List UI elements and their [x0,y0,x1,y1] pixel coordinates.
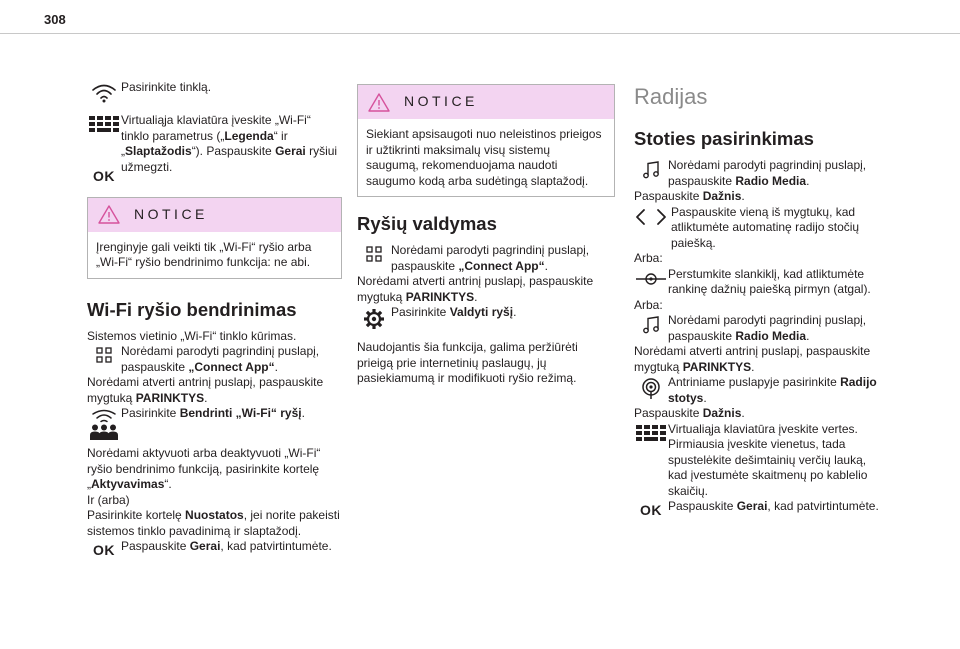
section-title: Radijas [634,84,708,109]
music-note-icon [634,158,668,179]
wifi-step [87,80,342,103]
apps-step [357,243,615,274]
users-icon [87,421,121,440]
press-frequency-text: Paspauskite Dažnis. [634,406,745,420]
slider-step [634,267,884,298]
keyboard-icon [634,422,668,443]
users-row [87,421,342,440]
heading-connection-management: Ryšių valdymas [357,213,497,234]
notice-header [358,85,614,119]
notice-text: Siekiant apsisaugoti nuo neleistinos prieigos ir užtikrinti maksimalų visų sistemų saugumą, rekomenduojama naudoti saugumo kodą arba sudėtingą slaptažodį. [366,127,602,188]
ok-step-text: Paspauskite Gerai, kad patvirtintumėte. [668,499,879,513]
notice-text: Įrenginyje gali veikti tik „Wi-Fi“ ryšio arba „Wi-Fi“ ryšio bendrinimo funkcija: ne abi. [96,239,312,269]
ok-icon: OK [640,502,662,518]
page-number: 308 [44,12,66,27]
keyboard-step [634,422,884,500]
settings-text: Pasirinkite kortelę Nuostatos, jei norite pakeisti sistemos tinklo pavadinimą ir slaptažodį. [87,508,340,538]
wifi-step-text: Pasirinkite tinklą. [121,80,212,94]
music-step-text: Norėdami parodyti pagrindinį puslapį, paspauskite Radio Media. [668,158,867,188]
ok-icon: OK [93,168,115,184]
note-text: Naudojantis šia funkcija, galima peržiūrėti prieigą prie internetinių paslaugų, jų pasiekiamumą ir modifikuoti ryšio režimą. [357,340,578,385]
slider-step-text: Perstumkite slankiklį, kad atliktumėte rankinę dažnių paiešką pirmyn (atgal). [668,266,871,296]
apps-grid-icon [357,243,391,262]
apps-step-text: Norėdami parodyti pagrindinį puslapį, paspauskite „Connect App“. [391,243,590,273]
secondary-page-text: Norėdami atverti antrinį puslapį, paspauskite mygtuką PARINKTYS. [634,344,871,374]
gear-step [357,305,615,330]
or-text: Arba: [634,251,663,265]
secondary-page-text: Norėdami atverti antrinį puslapį, paspauskite mygtuką PARINKTYS. [357,274,594,304]
share-step-text: Pasirinkite Bendrinti „Wi-Fi“ ryšį. [121,406,305,420]
or-text: Ir (arba) [87,492,130,507]
column-connections [357,84,615,387]
slider-icon [634,267,668,288]
notice-header [88,198,341,232]
arrows-step [634,205,890,252]
heading-station-selection: Stoties pasirinkimas [634,128,814,149]
or-text: Arba: [634,297,663,312]
keyboard-step-text: Virtualiąja klaviatūra įveskite „Wi-Fi“ tinklo parametrus („Legenda“ ir „Slaptažodis“). Paspauskite Gerai ryšiui užmegzti. [121,113,338,174]
ok-icon: OK [93,542,115,558]
notice-box [357,84,615,197]
apps-grid-icon [87,344,121,363]
music-step [634,158,884,189]
radio-step [634,375,884,406]
warning-icon [368,93,390,112]
ok-step-text: Paspauskite Gerai, kad patvirtintumėte. [121,539,332,553]
notice-title: NOTICE [134,205,208,222]
ok-step [634,499,884,519]
header-divider [0,33,960,34]
music-step [634,313,884,344]
gear-icon [357,305,391,330]
notice-title: NOTICE [404,93,478,110]
column-radio [634,84,884,519]
secondary-page-text: Norėdami atverti antrinį puslapį, paspauskite mygtuką PARINKTYS. [87,375,324,405]
press-frequency-text: Paspauskite Dažnis. [634,189,745,203]
notice-box [87,197,342,279]
share-step [87,406,342,423]
radio-step-text: Antriniame puslapyje pasirinkite Radijo stotys. [668,375,877,405]
keyboard-step-text: Virtualiąja klaviatūra įveskite vertes. Pirmiausia įveskite vienetus, tada spustelėkite dešimtainių verčių lauką, kad įvestumėte skaitmenų po kablelio skaičių. [668,421,868,498]
warning-icon [98,205,120,224]
wifi-icon [87,80,121,103]
radio-icon [634,375,668,400]
toggle-text: Norėdami aktyvuoti arba deaktyvuoti „Wi-Fi“ ryšio bendrinimo funkciją, pasirinkite kortelę „Aktyvavimas“. [87,446,321,491]
apps-step-text: Norėdami parodyti pagrindinį puslapį, paspauskite „Connect App“. [121,344,320,374]
keyboard-step [87,113,342,175]
music-note-icon [634,313,668,334]
gear-step-text: Pasirinkite Valdyti ryšį. [391,305,517,319]
keyboard-icon [87,113,121,134]
ok-step [87,539,342,559]
arrows-step-text: Paspauskite vieną iš mygtukų, kad atliktumėte automatinę radijo stočių paiešką. [671,204,860,250]
intro-text: Sistemos vietinio „Wi-Fi“ tinklo kūrimas. [87,328,297,343]
arrows-icon [634,205,668,226]
music-step-text: Norėdami parodyti pagrindinį puslapį, paspauskite Radio Media. [668,313,867,343]
apps-step [87,344,342,375]
heading-wifi-sharing: Wi-Fi ryšio bendrinimas [87,298,297,320]
column-wifi [87,80,342,559]
